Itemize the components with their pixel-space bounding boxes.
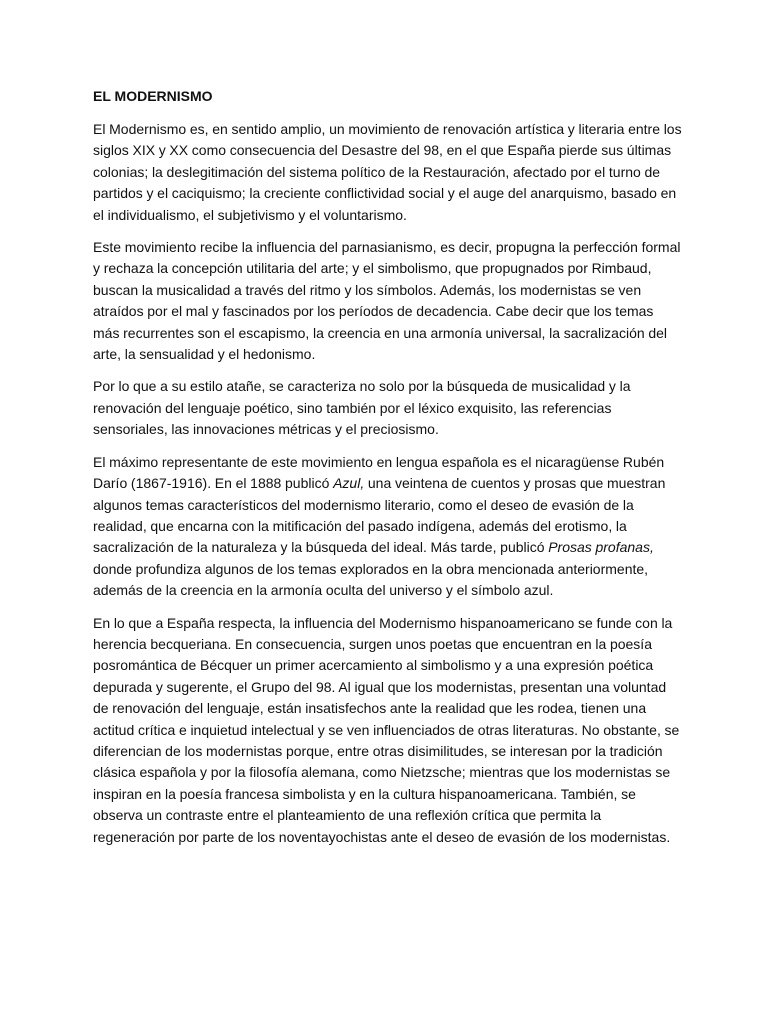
paragraph-3: Por lo que a su estilo atañe, se caracteriza no solo por la búsqueda de musicalidad y la renovación del lenguaje poético, sino también por el léxico exquisito, las referencias sensoriales, las innovaciones métricas y el preciosismo.	[93, 378, 631, 438]
paragraph-4-text-1: El máximo representante de este movimiento en lengua española es el nicaragüense Rubén Darío (1867-1916). En el 1888 publicó	[93, 453, 665, 492]
document-page	[93, 86, 683, 859]
document-title: EL MODERNISMO	[93, 88, 213, 104]
paragraph-2: Este movimiento recibe la influencia del parnasianismo, es decir, propugna la perfección formal y rechaza la concepción utilitaria del arte; y el simbolismo, que propugnados por Rimbaud, buscan la musicalidad a través del ritmo y los símbolos. Además, los modernistas se ven atraídos por el mal y fascinados por los períodos de decadencia. Cabe decir que los temas más recurrentes son el escapismo, la creencia en una armonía universal, la sacralización del arte, la sensualidad y el hedonismo.	[93, 239, 681, 363]
paragraph-4-text-3: donde profundiza algunos de los temas explorados en la obra mencionada anteriormente, además de la creencia en la armonía oculta del universo y el símbolo azul.	[93, 560, 649, 599]
paragraph-1: El Modernismo es, en sentido amplio, un movimiento de renovación artística y literaria entre los siglos XIX y XX como consecuencia del Desastre del 98, en el que España pierde sus últimas colonias; la deslegitimación del sistema político de la Restauración, afectado por el turno de partidos y el caciquismo; la creciente conflictividad social y el auge del anarquismo, basado en el individualismo, el subjetivismo y el voluntarismo.	[93, 121, 682, 223]
paragraph-4-text-2: una veintena de cuentos y prosas que muestran algunos temas característicos del modernismo literario, como el deseo de evasión de la realidad, que encarna con la mitificación del pasado indígena, además del erotismo, la sacralización de la naturaleza y la búsqueda del ideal. Más tarde, publicó	[93, 475, 666, 556]
work-title-prosas-profanas: Prosas profanas,	[548, 539, 654, 556]
paragraph-4	[93, 452, 683, 602]
work-title-azul: Azul,	[333, 475, 365, 492]
paragraph-5: En lo que a España respecta, la influencia del Modernismo hispanoamericano se funde con la herencia becqueriana. En consecuencia, surgen unos poetas que encuentran en la poesía posromántica de Bécquer un primer acercamiento al simbolismo y a una expresión poética depurada y sugerente, el Grupo del 98. Al igual que los modernistas, presentan una voluntad de renovación del lenguaje, están insatisfechos ante la realidad que les rodea, tienen una actitud crítica e inquietud intelectual y se ven influenciados de otras literaturas. No obstante, se diferencian de los modernistas porque, entre otras disimilitudes, se interesan por la tradición clásica española y por la filosofía alemana, como Nietzsche; mientras que los modernistas se inspiran en la poesía francesa simbolista y en la cultura hispanoamericana. También, se observa un contraste entre el planteamiento de una reflexión crítica que permita la regeneración por parte de los noventayochistas ante el deseo de evasión de los modernistas.	[93, 614, 680, 845]
